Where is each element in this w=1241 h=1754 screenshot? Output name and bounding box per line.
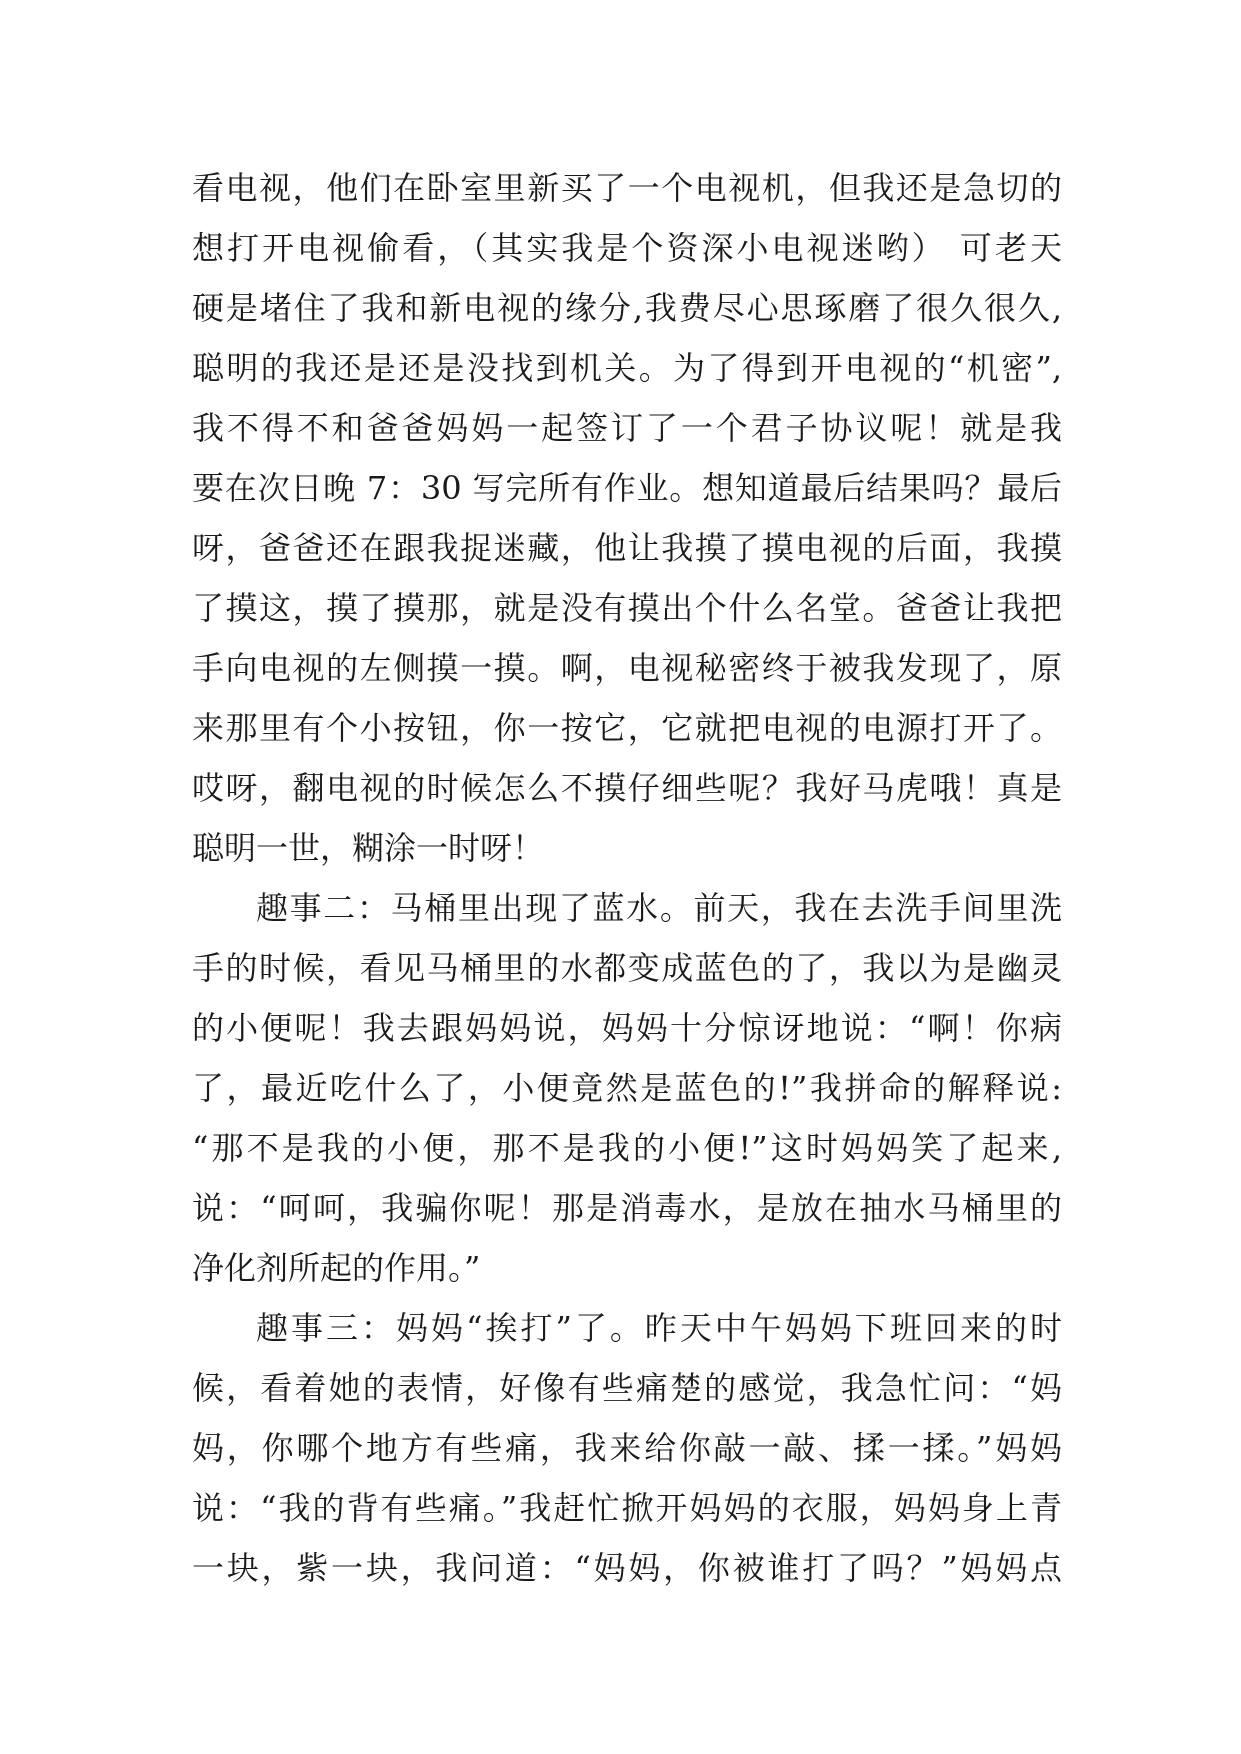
text-line: 呀，爸爸还在跟我捉迷藏，他让我摸了摸电视的后面，我摸 xyxy=(192,529,1062,567)
text-line: 硬是堵住了我和新电视的缘分,我费尽心思琢磨了很久很久, xyxy=(192,289,1062,327)
text-line: 来那里有个小按钮，你一按它，它就把电视的电源打开了。 xyxy=(192,709,1062,747)
text-line: 我不得不和爸爸妈妈一起签订了一个君子协议呢！就是我 xyxy=(192,409,1062,447)
text-line: 了摸这，摸了摸那，就是没有摸出个什么名堂。爸爸让我把 xyxy=(192,589,1062,627)
text-line: 净化剂所起的作用。” xyxy=(192,1249,481,1287)
text-line: 一块，紫一块，我问道：“妈妈，你被谁打了吗？”妈妈点 xyxy=(192,1549,1062,1587)
text-line: 趣事二：马桶里出现了蓝水。前天，我在去洗手间里洗 xyxy=(256,889,1062,927)
text-line: 趣事三：妈妈“挨打”了。昨天中午妈妈下班回来的时 xyxy=(256,1309,1062,1347)
text-line: 聪明的我还是还是没找到机关。为了得到开电视的“机密”, xyxy=(192,349,1062,387)
text-line: 要在次日晚 7：30 写完所有作业。想知道最后结果吗？最后 xyxy=(192,469,1062,507)
text-line: 候，看着她的表情，好像有些痛楚的感觉，我急忙问：“妈 xyxy=(192,1369,1062,1407)
text-line: 了，最近吃什么了，小便竟然是蓝色的!”我拼命的解释说: xyxy=(192,1069,1062,1107)
text-line: 手向电视的左侧摸一摸。啊，电视秘密终于被我发现了，原 xyxy=(192,649,1062,687)
essay-text xyxy=(192,158,1062,1598)
text-line: 说：“呵呵，我骗你呢！那是消毒水，是放在抽水马桶里的 xyxy=(192,1189,1062,1227)
text-line: 哎呀，翻电视的时候怎么不摸仔细些呢？我好马虎哦！真是 xyxy=(192,769,1062,807)
text-line: “那不是我的小便，那不是我的小便!”这时妈妈笑了起来, xyxy=(192,1129,1062,1167)
text-line: 看电视，他们在卧室里新买了一个电视机，但我还是急切的 xyxy=(192,169,1062,207)
text-line: 聪明一世，糊涂一时呀！ xyxy=(192,829,545,867)
text-line: 说：“我的背有些痛。”我赶忙掀开妈妈的衣服，妈妈身上青 xyxy=(192,1489,1062,1527)
text-line: 想打开电视偷看，（其实我是个资深小电视迷哟） 可老天 xyxy=(192,229,1062,267)
text-line: 妈，你哪个地方有些痛，我来给你敲一敲、揉一揉。”妈妈 xyxy=(192,1429,1062,1467)
text-line: 手的时候，看见马桶里的水都变成蓝色的了，我以为是幽灵 xyxy=(192,949,1062,987)
text-line: 的小便呢！我去跟妈妈说，妈妈十分惊讶地说：“啊！你病 xyxy=(192,1009,1062,1047)
